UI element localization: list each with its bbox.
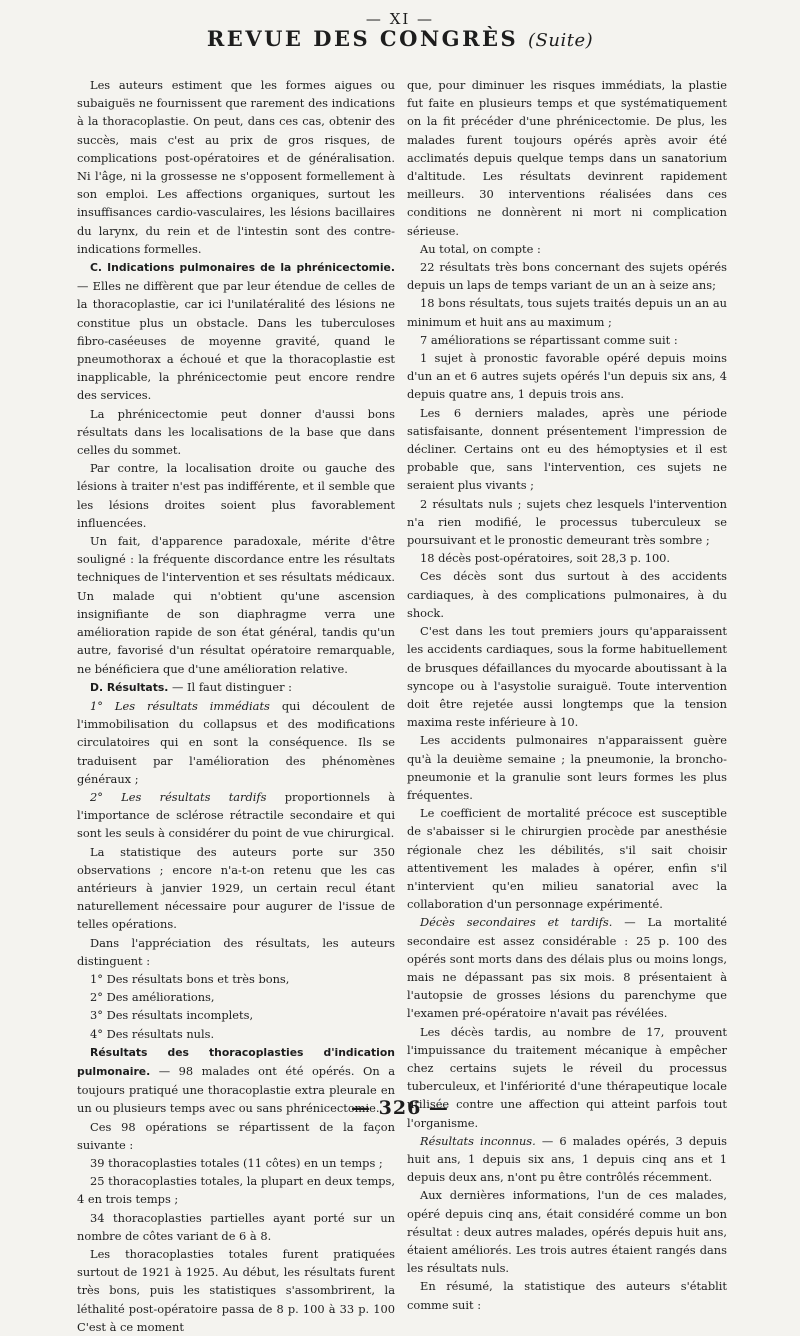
paragraph xyxy=(77,678,395,697)
paragraph-text: — 98 malades ont été opérés. On a toujours pratiqué une thoracoplastie extra pleurale en un ou plusieurs temps avec ou sans phrénicectomie. xyxy=(77,1063,395,1116)
paragraph xyxy=(407,349,727,404)
paragraph xyxy=(77,405,395,460)
paragraph-text: Par contre, la localisation droite ou gauche des lésions à traiter n'est pas indifférente, et il semble que les lésions droites soient plus favorablement influencées. xyxy=(77,461,395,530)
paragraph-text: 7 améliorations se répartissant comme suit : xyxy=(420,332,678,347)
paragraph-text: — La mortalité secondaire est assez considérable : 25 p. 100 des opérés sont morts dans des délais plus ou moins longs, mais ne dépassant pas six mois. 8 présentaient à l'autopsie de grosses lésions du parenchyme que l'examen pré-opératoire n'avait pas révélées. xyxy=(407,915,727,1021)
paragraph-text: Les accidents pulmonaires n'apparaissent guère qu'à la deuième semaine ; la pneumonie, la broncho-pneumonie et la granulie sont leurs formes les plus fréquentes. xyxy=(407,733,727,802)
paragraph-text: 18 bons résultats, tous sujets traités depuis un an au minimum et huit ans au maximum ; xyxy=(407,296,727,329)
paragraph xyxy=(77,459,395,532)
paragraph-text: 25 thoracoplasties totales, la plupart en deux temps, 4 en trois temps ; xyxy=(77,1174,395,1207)
paragraph xyxy=(407,1186,727,1277)
paragraph-text: Au total, on compte : xyxy=(420,241,541,256)
italic-lead: 1° Les résultats immédiats xyxy=(90,698,270,713)
paragraph xyxy=(407,495,727,550)
paragraph-text: 34 thoracoplasties partielles ayant porté sur un nombre de côtes variant de 6 à 8. xyxy=(77,1210,395,1243)
paragraph xyxy=(407,258,727,294)
paragraph xyxy=(407,549,727,567)
paragraph xyxy=(77,1172,395,1208)
paragraph-text: 18 décès post-opératoires, soit 28,3 p. 100. xyxy=(420,551,671,566)
right-column xyxy=(407,76,727,1314)
paragraph-text: proportionnels à l'importance de sclérose rétractile secondaire et qui sont les seuls à considérer du point de vue chirurgical. xyxy=(77,789,395,841)
paragraph-text: Aux dernières informations, l'un de ces malades, opéré depuis cinq ans, était considéré comme un bon résultat : deux autres malades, opérés depuis huit ans, étaient améliorés. Les trois autres étaient rangés dans les résultats nuls. xyxy=(407,1188,727,1276)
paragraph xyxy=(407,294,727,330)
page-title xyxy=(0,26,800,51)
paragraph xyxy=(77,843,395,934)
paragraph-text: 2 résultats nuls ; sujets chez lesquels l'intervention n'a rien modifié, le processus tuberculeux se poursuivant et le pronostic demeurant très sombre ; xyxy=(407,496,727,548)
paragraph xyxy=(407,404,727,495)
title-suite: (Suite) xyxy=(528,30,594,51)
paragraph xyxy=(407,567,727,622)
paragraph-text: — 6 malades opérés, 3 depuis huit ans, 1 depuis six ans, 1 depuis cinq ans et 1 depuis deux ans, n'ont pu être contrôlés récemment. xyxy=(407,1133,727,1185)
section-heading: C. Indications pulmonaires de la phrénicectomie. xyxy=(90,261,395,275)
paragraph xyxy=(77,1154,395,1172)
section-heading: D. Résultats. xyxy=(90,680,169,694)
left-column xyxy=(77,76,395,1336)
paragraph-text: Les décès tardis, au nombre de 17, prouvent l'impuissance du traitement mécanique à empêcher chez certains sujets le réveil du processus tuberculeux, et l'infériorité d'une thérapeutique locale utilisée contre une affection qui atteint parfois tout l'organisme. xyxy=(407,1024,727,1130)
paragraph xyxy=(77,697,395,788)
paragraph xyxy=(407,240,727,258)
paragraph-text: que, pour diminuer les risques immédiats, la plastie fut faite en plusieurs temps et que systématiquement on la fit précéder d'une phrénicectomie. De plus, les malades furent toujours opérés après avoir été acclimatés depuis quelque temps dans un sanatorium d'altitude. Les résultats devinrent rapidement meilleurs. 30 interventions réalisées dans ces conditions ne donnèrent ni mort ni complication sérieuse. xyxy=(407,78,727,238)
roman-page-number: — XI — xyxy=(365,10,435,28)
paragraph xyxy=(407,76,727,240)
paragraph-text: 1° Des résultats bons et très bons, xyxy=(90,971,290,986)
paragraph-text: 1 sujet à pronostic favorable opéré depuis moins d'un an et 6 autres sujets opérés l'un depuis six ans, 4 depuis quatre ans, 1 depuis trois ans. xyxy=(407,351,727,402)
paragraph-text: Un fait, d'apparence paradoxale, mérite d'être souligné : la fréquente discordance entre les résultats techniques de l'intervention et ses résultats médicaux. Un malade qui n'obtient qu'une ascension insignifiante de son diaphragme verra une amélioration rapide de son état général, tandis qu'un autre, favorisé d'un résultat opératoire remarquable, ne bénéficiera que d'une amélioration relative. xyxy=(77,534,395,676)
paragraph xyxy=(77,1118,395,1154)
page-number: — 326 — xyxy=(351,1097,449,1119)
paragraph-text: 39 thoracoplasties totales (11 côtes) en un temps ; xyxy=(90,1155,383,1170)
paragraph-text: — Elles ne diffèrent que par leur étendue de celles de la thoracoplastie, car ici l'unilatéralité des lésions ne constitue plus un obstacle. Dans les tuberculoses fibro-caséeuses de moyenne gravité, quand le pneumothorax a échoué et que la thoracoplastie est inapplicable, la phrénicectomie peut encore rendre des services. xyxy=(77,279,395,403)
paragraph xyxy=(77,788,395,843)
paragraph xyxy=(407,804,727,913)
paragraph-text: 3° Des résultats incomplets, xyxy=(90,1008,254,1023)
paragraph-text: Dans l'appréciation des résultats, les auteurs distinguent : xyxy=(77,935,395,968)
paragraph xyxy=(77,1025,395,1043)
paragraph xyxy=(77,1006,395,1024)
paragraph-text: Les auteurs estiment que les formes aigues ou subaiguës ne fournissent que rarement des indications à la thoracoplastie. On peut, dans ces cas, obtenir des succès, mais c'est au prix de gros risques, de complications post-opératoires et de généralisation. Ni l'âge, ni la grossesse ne s'opposent formellement à son emploi. Les affections organiques, surtout les insuffisances cardio-vasculaires, les lésions bacillaires du larynx, du rein et de l'intestin sont des contre-indications formelles. xyxy=(77,78,395,256)
paragraph-text: 22 résultats très bons concernant des sujets opérés depuis un laps de temps variant de un an à seize ans; xyxy=(407,260,727,293)
paragraph xyxy=(407,622,727,731)
paragraph-text: En résumé, la statistique des auteurs s'établit comme suit : xyxy=(407,1279,727,1312)
paragraph xyxy=(407,331,727,349)
paragraph-text: Le coefficient de mortalité précoce est susceptible de s'abaisser si le chirurgien procède par anesthésie régionale chez les débilités, s'il sait choisir attentivement les malades à opérer, enfin s'il n'intervient qu'en milieu sanatorial avec la collaboration d'un personnage expérimenté. xyxy=(407,806,727,912)
paragraph-text: Les thoracoplasties totales furent pratiquées surtout de 1921 à 1925. Au début, les résultats furent très bons, puis les statistiques s'assombrirent, la léthalité post-opératoire passa de 8 p. 100 à 33 p. 100 C'est à ce moment xyxy=(77,1247,395,1334)
paragraph xyxy=(407,1277,727,1313)
italic-lead: Résultats inconnus. xyxy=(420,1133,536,1148)
italic-lead: Décès secondaires et tardifs. xyxy=(420,915,613,930)
paragraph-text: 4° Des résultats nuls. xyxy=(90,1026,215,1041)
paragraph-text: 2° Des améliorations, xyxy=(90,990,215,1005)
paragraph-text: Ces 98 opérations se répartissent de la façon suivante : xyxy=(77,1119,395,1152)
paragraph xyxy=(407,913,727,1022)
paragraph xyxy=(77,934,395,970)
paragraph xyxy=(77,1245,395,1336)
paragraph xyxy=(77,258,395,405)
paragraph-text: Les 6 derniers malades, après une période satisfaisante, donnent présentement l'impression de décliner. Certains ont eu des hémoptysies et il est probable que, sans l'intervention, ces sujets ne seraient plus vivants ; xyxy=(407,405,727,493)
paragraph xyxy=(77,532,395,678)
paragraph-text: Ces décès sont dus surtout à des accidents cardiaques, à des complications pulmonaires, à du shock. xyxy=(407,569,727,620)
paragraph-text: La statistique des auteurs porte sur 350 observations ; encore n'a-t-on retenu que les cas antérieurs à janvier 1929, un certain recul étant naturellement nécessaire pour augurer de l'issue de telles opérations. xyxy=(77,844,395,932)
italic-lead: 2° Les résultats tardifs xyxy=(90,789,267,804)
paragraph-text: — Il faut distinguer : xyxy=(168,679,292,694)
paragraph xyxy=(77,76,395,258)
section-heading: Résultats des thoracoplasties d'indication pulmonaire. xyxy=(77,1045,395,1078)
title-text: REVUE DES CONGRÈS xyxy=(206,26,519,51)
paragraph xyxy=(77,1209,395,1245)
paragraph xyxy=(77,970,395,988)
paragraph-text: C'est dans les tout premiers jours qu'apparaissent les accidents cardiaques, sous la forme habituellement de brusques défaillances du myocarde aboutissant à la syncope ou à l'asystolie suraiguë. Toute intervention doit être rejetée aussi longtemps que la tension maxima reste inférieure à 10. xyxy=(407,624,727,730)
paragraph-text: La phrénicectomie peut donner d'aussi bons résultats dans les localisations de la base que dans celles du sommet. xyxy=(77,406,395,458)
paragraph xyxy=(407,1132,727,1187)
paragraph xyxy=(407,731,727,804)
paragraph xyxy=(77,988,395,1006)
paragraph-text: qui découlent de l'immobilisation du collapsus et des modifications circulatoires qui en sont la conséquence. Ils se traduisent par l'amélioration des phénomènes généraux ; xyxy=(77,698,395,786)
